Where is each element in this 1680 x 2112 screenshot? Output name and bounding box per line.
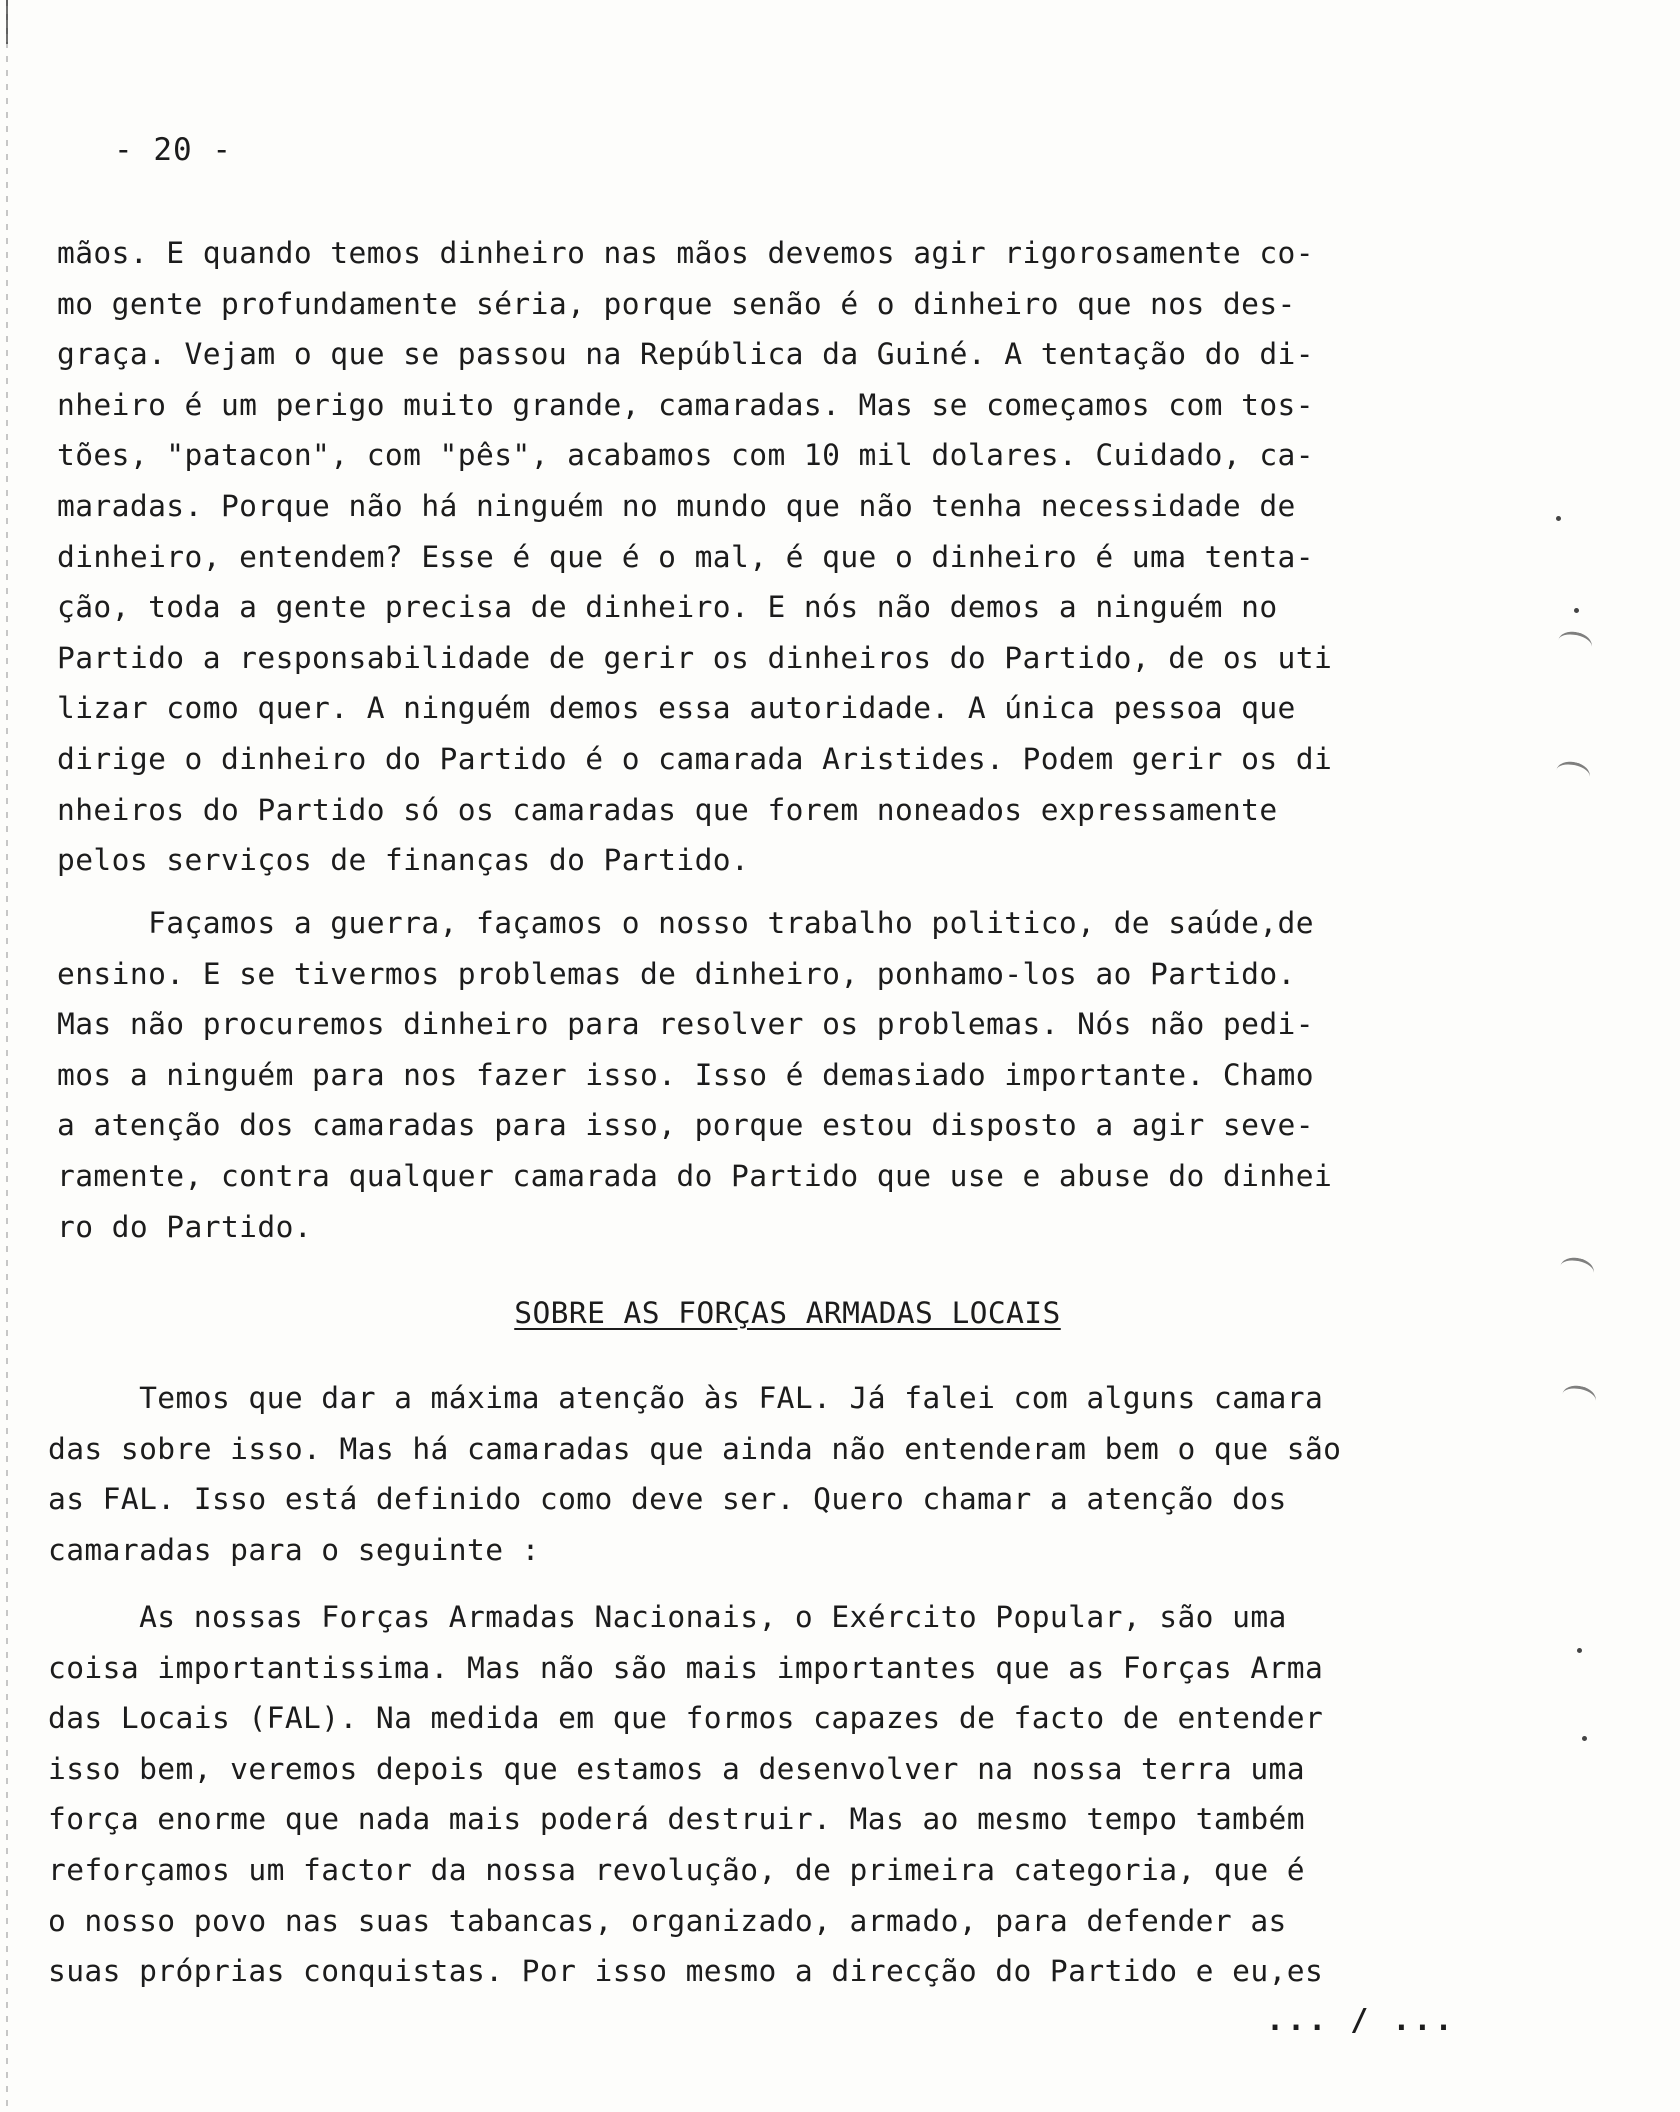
text-line: lizar como quer. A ninguém demos essa autoridade. A única pessoa que: [57, 691, 1296, 726]
scan-mark: [1556, 629, 1594, 659]
scan-mark: [1554, 759, 1592, 789]
continuation-mark: ... / ...: [1266, 2003, 1456, 2038]
text-line: força enorme que nada mais poderá destruir. Mas ao mesmo tempo também: [48, 1802, 1305, 1837]
text-line: tões, "patacon", com "pês", acabamos com 10 mil dolares. Cuidado, ca-: [57, 438, 1314, 473]
text-line: mãos. E quando temos dinheiro nas mãos devemos agir rigorosamente co-: [57, 236, 1314, 270]
text-line: nheiro é um perigo muito grande, camaradas. Mas se começamos com tos-: [57, 387, 1314, 422]
text-line: pelos serviços de finanças do Partido.: [57, 843, 750, 878]
text-line: nheiros do Partido só os camaradas que forem noneados expressamente: [57, 792, 1278, 827]
scan-dot: [1574, 608, 1579, 613]
page-edge: [6, 0, 8, 2112]
text-line: mo gente profundamente séria, porque senão é o dinheiro que nos des-: [57, 286, 1296, 321]
text-line: camaradas para o seguinte :: [48, 1532, 540, 1567]
paragraph-1: [57, 228, 1332, 886]
paragraph-3: [48, 1373, 1341, 1575]
text-line: das sobre isso. Mas há camaradas que ainda não entenderam bem o que são: [48, 1431, 1342, 1466]
text-line: maradas. Porque não há ninguém no mundo que não tenha necessidade de: [57, 488, 1296, 523]
scan-dot: [1556, 516, 1561, 521]
paragraph-4: [48, 1592, 1323, 1997]
text-line: Partido a responsabilidade de gerir os dinheiros do Partido, de os uti: [57, 640, 1333, 675]
text-line: o nosso povo nas suas tabancas, organizado, armado, para defender as: [48, 1903, 1287, 1938]
text-line: a atenção dos camaradas para isso, porque estou disposto a agir seve-: [57, 1108, 1314, 1143]
text-line: ro do Partido.: [57, 1209, 313, 1244]
text-line: As nossas Forças Armadas Nacionais, o Exército Popular, são uma: [48, 1600, 1287, 1634]
paragraph-2: [57, 898, 1332, 1252]
text-line: ramente, contra qualquer camarada do Partido que use e abuse do dinhei: [57, 1158, 1333, 1193]
page-edge-corner: [6, 0, 18, 44]
section-heading: SOBRE AS FORÇAS ARMADAS LOCAIS: [514, 1296, 1061, 1330]
text-line: graça. Vejam o que se passou na República da Guiné. A tentação do di-: [57, 337, 1314, 372]
text-line: ensino. E se tivermos problemas de dinheiro, ponhamo-los ao Partido.: [57, 956, 1296, 991]
text-line: das Locais (FAL). Na medida em que formos capazes de facto de entender: [48, 1701, 1324, 1736]
text-line: ção, toda a gente precisa de dinheiro. E nós não demos a ninguém no: [57, 590, 1278, 625]
text-line: as FAL. Isso está definido como deve ser. Quero chamar a atenção dos: [48, 1482, 1287, 1517]
text-line: reforçamos um factor da nossa revolução, de primeira categoria, que é: [48, 1852, 1305, 1887]
scan-dot: [1582, 1736, 1587, 1741]
text-line: coisa importantissima. Mas não são mais importantes que as Forças Arma: [48, 1650, 1324, 1685]
text-line: mos a ninguém para nos fazer isso. Isso é demasiado importante. Chamo: [57, 1057, 1314, 1092]
text-line: dirige o dinheiro do Partido é o camarada Aristides. Podem gerir os di: [57, 741, 1333, 776]
scan-mark: [1558, 1255, 1596, 1285]
text-line: Mas não procuremos dinheiro para resolver os problemas. Nós não pedi-: [57, 1007, 1314, 1042]
text-line: suas próprias conquistas. Por isso mesmo a direcção do Partido e eu,es: [48, 1954, 1324, 1989]
text-line: isso bem, veremos depois que estamos a desenvolver na nossa terra uma: [48, 1751, 1305, 1786]
text-line: Façamos a guerra, façamos o nosso trabalho politico, de saúde,de: [57, 906, 1314, 940]
page-number: - 20 -: [114, 132, 232, 168]
text-line: Temos que dar a máxima atenção às FAL. Já falei com alguns camara: [48, 1381, 1324, 1415]
scan-mark: [1560, 1383, 1598, 1413]
text-line: dinheiro, entendem? Esse é que é o mal, é que o dinheiro é uma tenta-: [57, 539, 1314, 574]
scan-dot: [1577, 1648, 1582, 1653]
